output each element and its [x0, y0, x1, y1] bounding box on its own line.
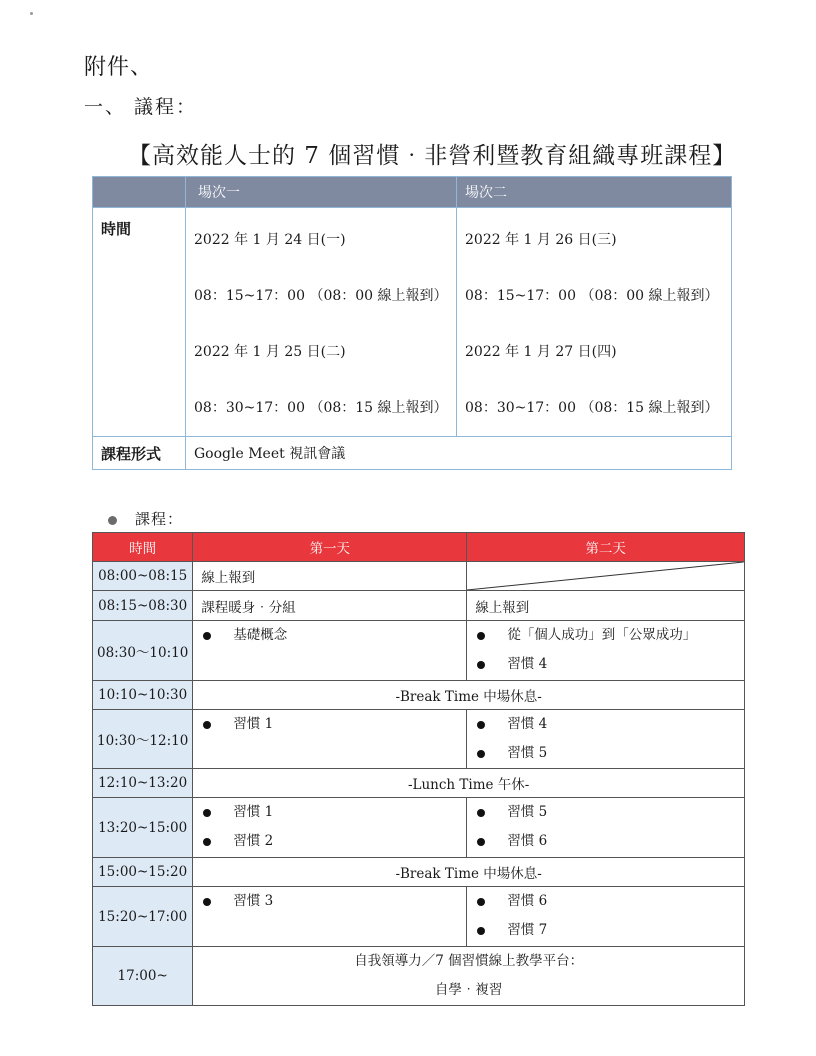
session-one-header: 場次一 — [186, 177, 457, 208]
list-item — [475, 827, 736, 856]
row-time: 13:20~15:00 — [93, 798, 193, 858]
session-two-line: 08：15~17：00 （08：00 線上報到） — [465, 288, 719, 304]
attachment-heading: 附件、 — [84, 55, 154, 80]
row-time: 08:15~08:30 — [93, 591, 193, 621]
bullet-icon — [477, 632, 485, 640]
list-item — [475, 916, 736, 945]
time-label: 時間 — [93, 208, 186, 437]
session-two-line: 2022 年 1 月 27 日(四) — [465, 344, 617, 360]
bullet-icon — [477, 927, 485, 935]
day1-cell — [193, 710, 467, 769]
list-item — [201, 827, 458, 856]
bullet-icon — [203, 721, 211, 729]
item-text: 習慣 1 — [233, 804, 274, 820]
lunch-cell: -Lunch Time 午休- — [193, 769, 745, 798]
format-label: 課程形式 — [93, 437, 186, 470]
session-one-line: 2022 年 1 月 25 日(二) — [194, 344, 346, 360]
platform-line: 自我領導力／7 個習慣線上教學平台： — [354, 953, 584, 969]
session-header-blank — [93, 177, 186, 208]
session-two-times — [457, 208, 732, 437]
schedule-row — [93, 681, 745, 710]
bullet-icon — [203, 809, 211, 817]
day2-cell: 線上報到 — [467, 591, 745, 621]
item-text: 習慣 1 — [233, 716, 274, 732]
item-text: 習慣 2 — [233, 833, 274, 849]
item-text: 從「個人成功」到「公眾成功」 — [507, 627, 697, 643]
row-time: 17:00~ — [93, 947, 193, 1006]
platform-line: 自學‧複習 — [434, 982, 503, 998]
session-one-line: 2022 年 1 月 24 日(一) — [194, 232, 346, 248]
schedule-row — [93, 858, 745, 887]
session-time-row — [93, 208, 732, 437]
bullet-icon — [203, 632, 211, 640]
format-value: Google Meet 視訊會議 — [186, 437, 732, 470]
schedule-row — [93, 947, 745, 1006]
diagonal-line — [467, 562, 744, 590]
bullet-icon — [203, 898, 211, 906]
row-time: 10:30～12:10 — [93, 710, 193, 769]
schedule-row — [93, 887, 745, 947]
scan-speck — [30, 12, 33, 15]
list-item — [475, 887, 736, 916]
break-cell: -Break Time 中場休息- — [193, 858, 745, 887]
row-time: 15:00~15:20 — [93, 858, 193, 887]
session-two-header: 場次二 — [457, 177, 732, 208]
session-two-line: 2022 年 1 月 26 日(三) — [465, 232, 617, 248]
course-heading — [108, 508, 183, 529]
day1-cell: 線上報到 — [193, 562, 467, 591]
row-time: 08:00~08:15 — [93, 562, 193, 591]
bullet-icon — [108, 516, 117, 525]
bullet-icon — [477, 898, 485, 906]
list-item — [201, 798, 458, 827]
row-time: 12:10~13:20 — [93, 769, 193, 798]
document-title: 【高效能人士的 7 個習慣‧非營利暨教育組織專班課程】 — [128, 143, 737, 169]
session-header-row — [93, 177, 732, 208]
session-format-row — [93, 437, 732, 470]
item-text: 習慣 4 — [507, 716, 548, 732]
day2-cell — [467, 798, 745, 858]
schedule-header-day1: 第一天 — [193, 533, 467, 562]
session-one-line: 08：30~17：00 （08：15 線上報到） — [194, 400, 448, 416]
session-one-times — [186, 208, 457, 437]
item-text: 習慣 5 — [507, 804, 548, 820]
list-item — [475, 621, 736, 650]
list-item — [201, 887, 458, 916]
day2-cell — [467, 621, 745, 681]
day1-cell: 課程暖身‧分組 — [193, 591, 467, 621]
schedule-row — [93, 591, 745, 621]
break-cell: -Break Time 中場休息- — [193, 681, 745, 710]
agenda-heading: 一、 議程： — [84, 96, 198, 118]
schedule-header-row — [93, 533, 745, 562]
schedule-row — [93, 562, 745, 591]
bullet-icon — [477, 750, 485, 758]
day2-cell — [467, 887, 745, 947]
schedule-header-day2: 第二天 — [467, 533, 745, 562]
day2-empty-cell — [467, 562, 745, 591]
bullet-icon — [477, 809, 485, 817]
bullet-icon — [477, 721, 485, 729]
row-time: 08:30～10:10 — [93, 621, 193, 681]
row-time: 15:20~17:00 — [93, 887, 193, 947]
day2-cell — [467, 710, 745, 769]
item-text: 習慣 7 — [507, 922, 548, 938]
schedule-header-time: 時間 — [93, 533, 193, 562]
course-label: 課程： — [135, 510, 184, 528]
item-text: 習慣 6 — [507, 893, 548, 909]
day1-cell — [193, 798, 467, 858]
schedule-row — [93, 798, 745, 858]
list-item — [475, 798, 736, 827]
session-table — [92, 176, 732, 470]
list-item — [475, 739, 736, 768]
item-text: 基礎概念 — [233, 627, 288, 643]
schedule-row — [93, 769, 745, 798]
schedule-row — [93, 621, 745, 681]
list-item — [475, 650, 736, 679]
session-one-line: 08：15~17：00 （08：00 線上報到） — [194, 288, 448, 304]
row-time: 10:10~10:30 — [93, 681, 193, 710]
day1-cell — [193, 887, 467, 947]
session-two-line: 08：30~17：00 （08：15 線上報到） — [465, 400, 719, 416]
day1-cell — [193, 621, 467, 681]
list-item — [475, 710, 736, 739]
item-text: 習慣 6 — [507, 833, 548, 849]
list-item — [201, 621, 458, 650]
schedule-table — [92, 532, 745, 1006]
bullet-icon — [203, 838, 211, 846]
bullet-icon — [477, 838, 485, 846]
list-item — [201, 710, 458, 739]
bullet-icon — [477, 661, 485, 669]
schedule-row — [93, 710, 745, 769]
item-text: 習慣 3 — [233, 893, 274, 909]
item-text: 習慣 4 — [507, 656, 548, 672]
platform-cell — [193, 947, 745, 1006]
item-text: 習慣 5 — [507, 745, 548, 761]
